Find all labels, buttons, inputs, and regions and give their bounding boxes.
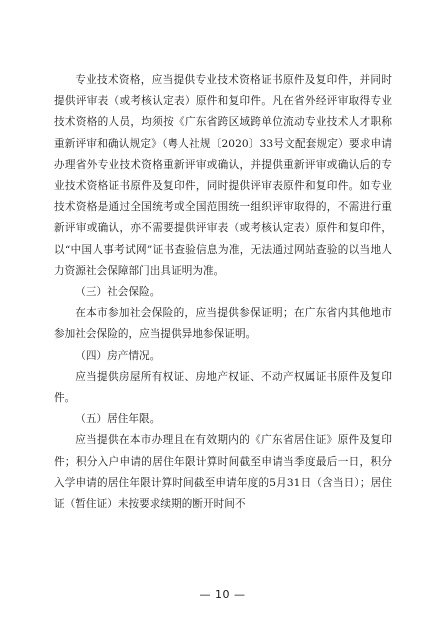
document-body [54, 70, 392, 515]
heading-social-insurance: （三）社会保险。 [75, 286, 161, 299]
page-number: — 10 — [199, 588, 246, 601]
heading-residence-years: （五）居住年限。 [75, 413, 161, 426]
heading-property: （四）房产情况。 [75, 349, 161, 362]
paragraph-property: 应当提供房屋所有权证、房地产权证、不动产权属证书原件及复印件。 [54, 370, 392, 405]
paragraph-social-insurance: 在本市参加社会保险的，应当提供参保证明；在广东省内其他地市参加社会保险的，应当提供异地参保证明。 [54, 307, 392, 341]
paragraph-residence-years: 应当提供在本市办理且在有效期内的《广东省居住证》原件及复印件；积分入户申请的居住年限计算时间截至申请当季度最后一日，积分入学申请的居住年限计算时间截至申请年度的5月31日（含当日）；居住证（暂住证）未按要求续期的断开时间不 [54, 434, 392, 511]
paragraph-professional-qualification: 专业技术资格，应当提供专业技术资格证书原件及复印件，并同时提供评审表（或考核认定表）原件和复印件。凡在省外经评审取得专业技术资格的人员，均须按《广东省跨区域跨单位流动专业技术人才职称重新评审和确认规定》（粤人社规〔2020〕33号文配套规定）要求申请办理省外专业技术资格重新评审或确认，并提供重新评审或确认后的专业技术资格证书原件及复印件，同时提供评审表原件和复印件。如专业技术资格是通过全国统考或全国范围统一组织评审取得的，不需进行重新评审或确认，亦不需要提供评审表（或考核认定表）原件和复印件，以“中国人事考试网”证书查验信息为准，无法通过网站查验的以当地人力资源社会保障部门出具证明为准。 [54, 74, 392, 277]
